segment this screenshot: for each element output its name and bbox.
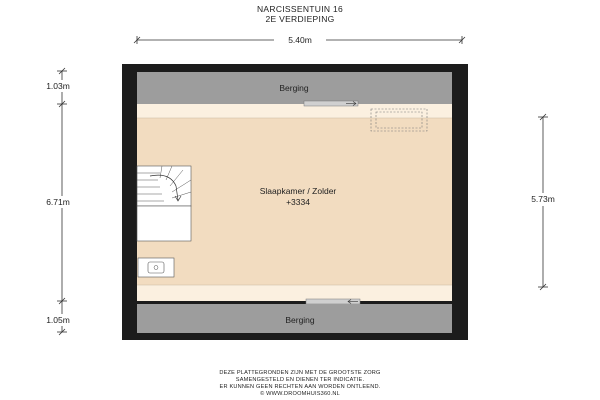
top-storage-depth-label: 1.03m (46, 81, 70, 91)
disclaimer-line-4: © WWW.DROOMHUIS360.NL (260, 391, 340, 397)
staircase (137, 166, 191, 241)
left-dimension-chain (40, 68, 76, 335)
upper-slope-zone (137, 104, 452, 118)
right-dimension (522, 114, 564, 290)
plan-floor-level: 2E VERDIEPING (265, 14, 335, 24)
bottom-storage-depth-label: 1.05m (46, 315, 70, 325)
main-room-height: +3334 (286, 197, 310, 207)
top-storage-label: Berging (279, 83, 309, 93)
bottom-storage-label: Berging (285, 315, 315, 325)
main-depth-label: 6.71m (46, 197, 70, 207)
width-dimension (134, 33, 465, 46)
lower-slope-zone (137, 285, 452, 301)
top-storage-sliding-door (304, 101, 358, 106)
bottom-storage-sliding-door (306, 299, 360, 304)
width-label: 5.40m (288, 35, 312, 45)
main-room-name: Slaapkamer / Zolder (259, 186, 337, 196)
plan-address: NARCISSENTUIN 16 (256, 4, 344, 14)
boiler-fixture (138, 258, 174, 277)
disclaimer-line-2: SAMENGESTELD EN DIENEN TER INDICATIE. (235, 377, 365, 383)
room-depth-label: 5.73m (531, 194, 555, 204)
disclaimer-line-1: DEZE PLATTEGRONDEN ZIJN MET DE GROOTSTE ZORG (219, 370, 381, 376)
disclaimer-line-3: ER KUNNEN GEEN RECHTEN AAN WORDEN ONTLEEND. (219, 384, 381, 390)
